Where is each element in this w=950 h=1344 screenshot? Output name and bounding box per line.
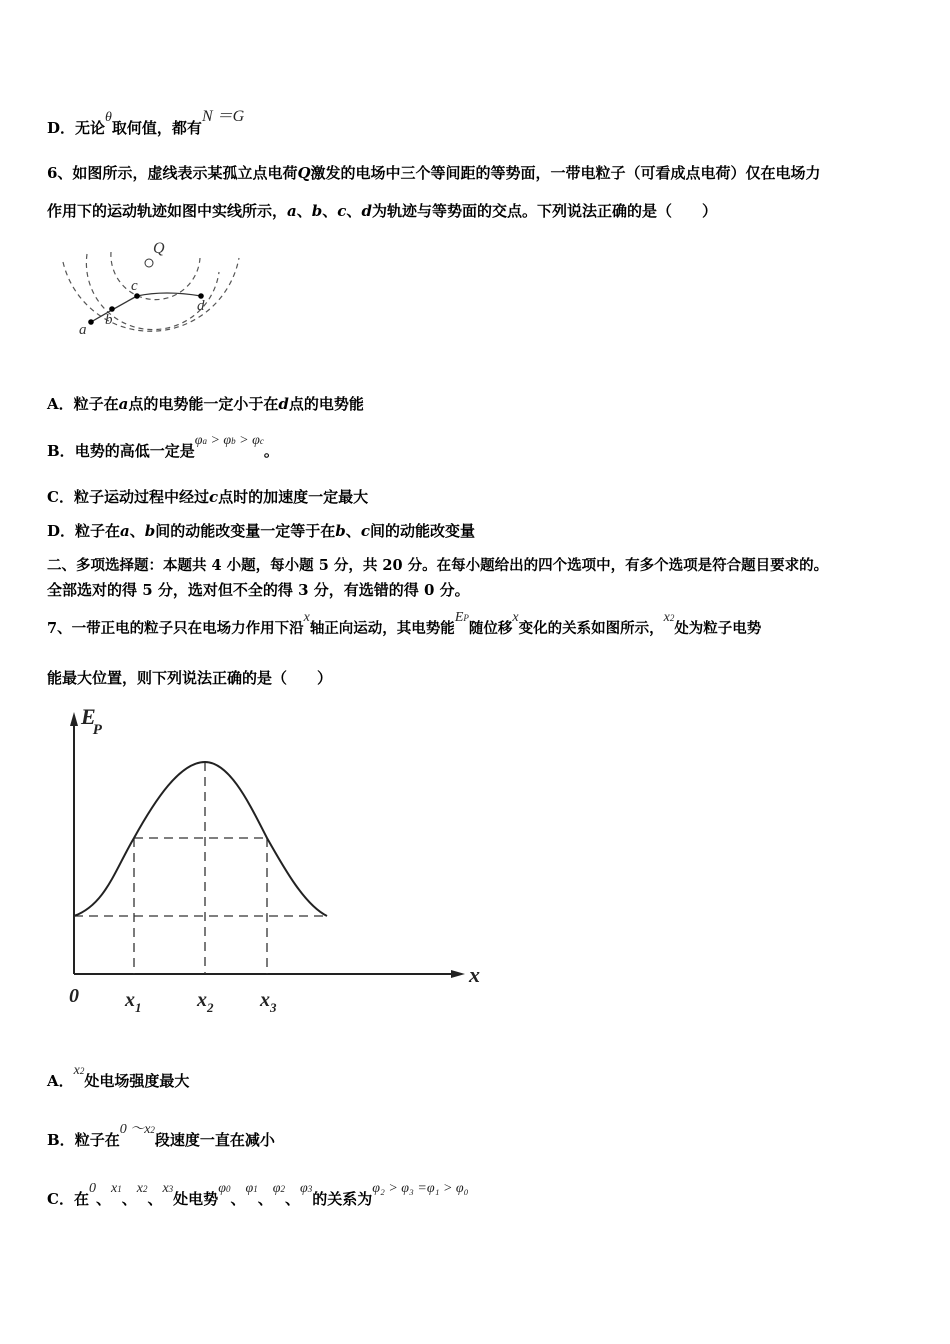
ep-graph [55, 700, 495, 1030]
q7-line2: 能最大位置，则下列说法正确的是（ ） [47, 669, 333, 687]
point-b [109, 306, 115, 312]
q6-option-a: A．粒子在a点的电势能一定小于在d点的电势能 [47, 395, 364, 413]
range-symbol: 0 ～x2 [119, 1122, 155, 1137]
equipotential-figure [55, 228, 250, 353]
x-axis-label: x [469, 962, 480, 987]
option-d-prev: D．无论θ取何值，都有N ＝G [47, 108, 245, 137]
label-a: a [79, 322, 87, 338]
q7-line1: 7、一带正电的粒子只在电场力作用下沿x轴正向运动，其电势能EP随位移x变化的关系如图所示，x2处为粒子电势 [47, 610, 762, 637]
tick-x2: $x_2$ [197, 989, 214, 1015]
equation-n-g: N ＝G [201, 108, 245, 125]
point-a [88, 319, 94, 325]
q6-option-b: B．电势的高低一定是φa > φb > φc。 [47, 433, 279, 460]
label-q: Q [153, 240, 165, 257]
label-b: b [105, 312, 113, 328]
q6-line2: 作用下的运动轨迹如图中实线所示，a、b、c、d为轨迹与等势面的交点。下列说法正确的是（ ） [47, 202, 717, 220]
q6-line1: 6、如图所示，虚线表示某孤立点电荷Q激发的电场中三个等间距的等势面，一带电粒子（可看成点电荷）仅在电场力 [47, 164, 821, 182]
q7-option-a: A．x2处电场强度最大 [47, 1063, 190, 1090]
origin-label: 0 [69, 985, 79, 1007]
section2-line1: 二、多项选择题：本题共 4 小题，每小题 5 分，共 20 分。在每小题给出的四个选项中，有多个选项是符合题目要求的。 [47, 557, 829, 574]
x2-symbol: x2 [73, 1063, 85, 1078]
q6-option-d: D．粒子在a、b间的动能改变量一定等于在b、c间的动能改变量 [47, 522, 475, 540]
charge-q-circle [145, 259, 153, 267]
phi-a: φa > φb > φc [194, 433, 264, 448]
tick-x1: $x_1$ [125, 989, 142, 1015]
x-arrow [451, 970, 465, 978]
phi-relation: φ₂ > φ₃ =φ₁ > φ₀ [372, 1181, 469, 1196]
tick-x3: $x_3$ [260, 989, 277, 1015]
label-d: d [197, 298, 205, 314]
x2-symbol: x2 [663, 610, 675, 625]
q6-option-c: C．粒子运动过程中经过c点时的加速度一定最大 [47, 488, 369, 506]
point-c [134, 293, 140, 299]
y-arrow [70, 712, 78, 726]
y-axis-label: E P [81, 704, 102, 738]
ep-curve [74, 762, 327, 916]
option-label: D． [47, 119, 76, 137]
section2-line2: 全部选对的得 5 分，选对但不全的得 3 分，有选错的得 0 分。 [47, 581, 470, 599]
q7-option-b: B．粒子在0 ～x2段速度一直在减小 [47, 1122, 275, 1149]
ep-symbol: EP [454, 610, 469, 625]
equipotential-inner [111, 252, 200, 300]
theta-symbol: θ [105, 110, 112, 125]
label-c: c [131, 278, 138, 294]
q7-option-c: C．在0、x1、x2、x3处电势φ0、φ1、φ2、φ3的关系为φ₂ > φ₃ =φ₁ > φ₀ [47, 1181, 469, 1208]
